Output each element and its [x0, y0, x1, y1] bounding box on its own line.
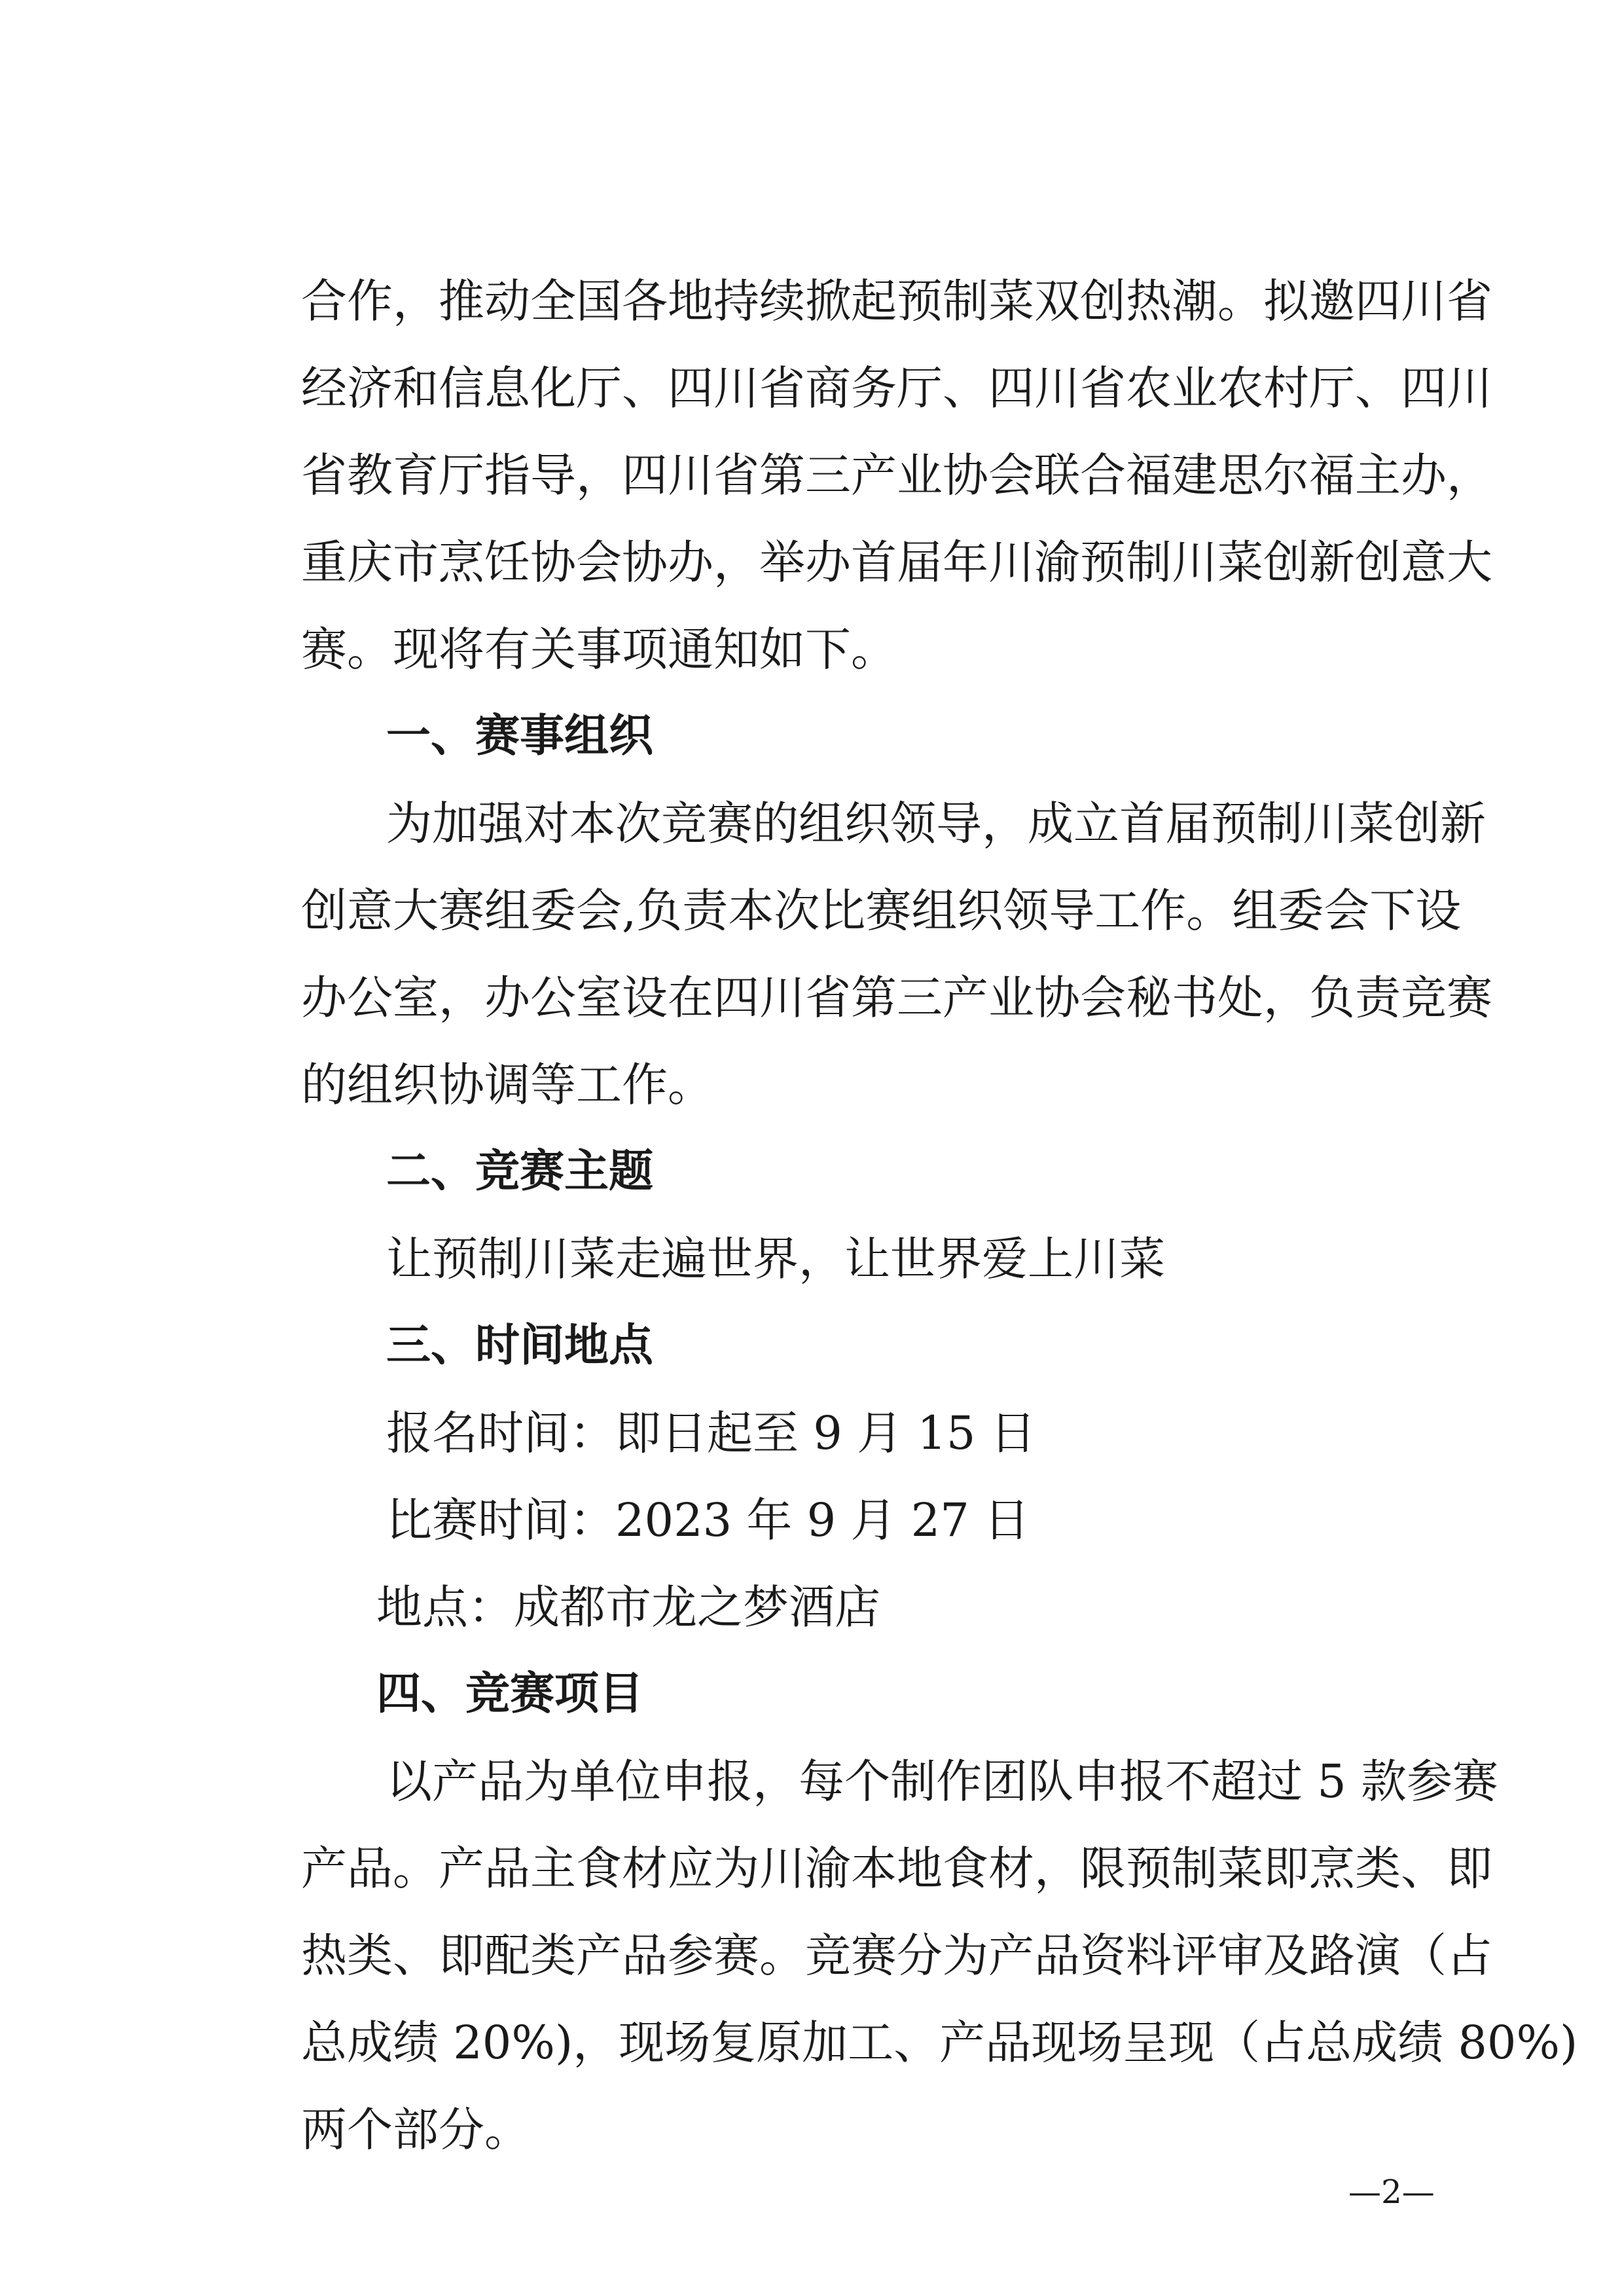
section4-line-3: 热类、即配类产品参赛。竞赛分为产品资料评审及路演（占: [301, 1929, 1492, 1982]
intro-line-5: 赛。现将有关事项通知如下。: [301, 623, 897, 676]
section-heading-organization: 一、赛事组织: [386, 710, 654, 762]
venue: 地点：成都市龙之梦酒店: [376, 1580, 880, 1634]
registration-time: 报名时间：即日起至 9 月 15 日: [386, 1406, 1036, 1460]
section4-line-1: 以产品为单位申报，每个制作团队申报不超过 5 款参赛: [386, 1755, 1499, 1808]
section1-line-4: 的组织协调等工作。: [301, 1058, 713, 1112]
section1-line-2: 创意大赛组委会,负责本次比赛组织领导工作。组委会下设: [301, 884, 1462, 938]
intro-line-3: 省教育厅指导，四川省第三产业协会联合福建思尔福主办，: [301, 448, 1492, 502]
section4-line-2: 产品。产品主食材应为川渝本地食材，限预制菜即烹类、即: [301, 1842, 1492, 1895]
section1-line-1: 为加强对本次竞赛的组织领导，成立首届预制川菜创新: [386, 797, 1486, 850]
section-heading-time-place: 三、时间地点: [386, 1320, 654, 1372]
section4-line-4: 总成绩 20%)，现场复原加工、产品现场呈现（占总成绩 80%): [301, 2016, 1578, 2069]
section4-line-5: 两个部分。: [301, 2103, 530, 2157]
intro-line-4: 重庆市烹饪协会协办，举办首届年川渝预制川菜创新创意大: [301, 536, 1492, 589]
section1-line-3: 办公室，办公室设在四川省第三产业协会秘书处，负责竞赛: [301, 971, 1492, 1025]
intro-line-2: 经济和信息化厅、四川省商务厅、四川省农业农村厅、四川: [301, 361, 1492, 415]
page-number: —2—: [1348, 2173, 1435, 2211]
section-heading-theme: 二、竞赛主题: [386, 1146, 654, 1197]
competition-time: 比赛时间：2023 年 9 月 27 日: [386, 1493, 1030, 1547]
section-heading-items: 四、竞赛项目: [376, 1668, 644, 1720]
intro-line-1: 合作，推动全国各地持续掀起预制菜双创热潮。拟邀四川省: [301, 274, 1492, 328]
theme-text: 让预制川菜走遍世界，让世界爱上川菜: [386, 1232, 1165, 1286]
